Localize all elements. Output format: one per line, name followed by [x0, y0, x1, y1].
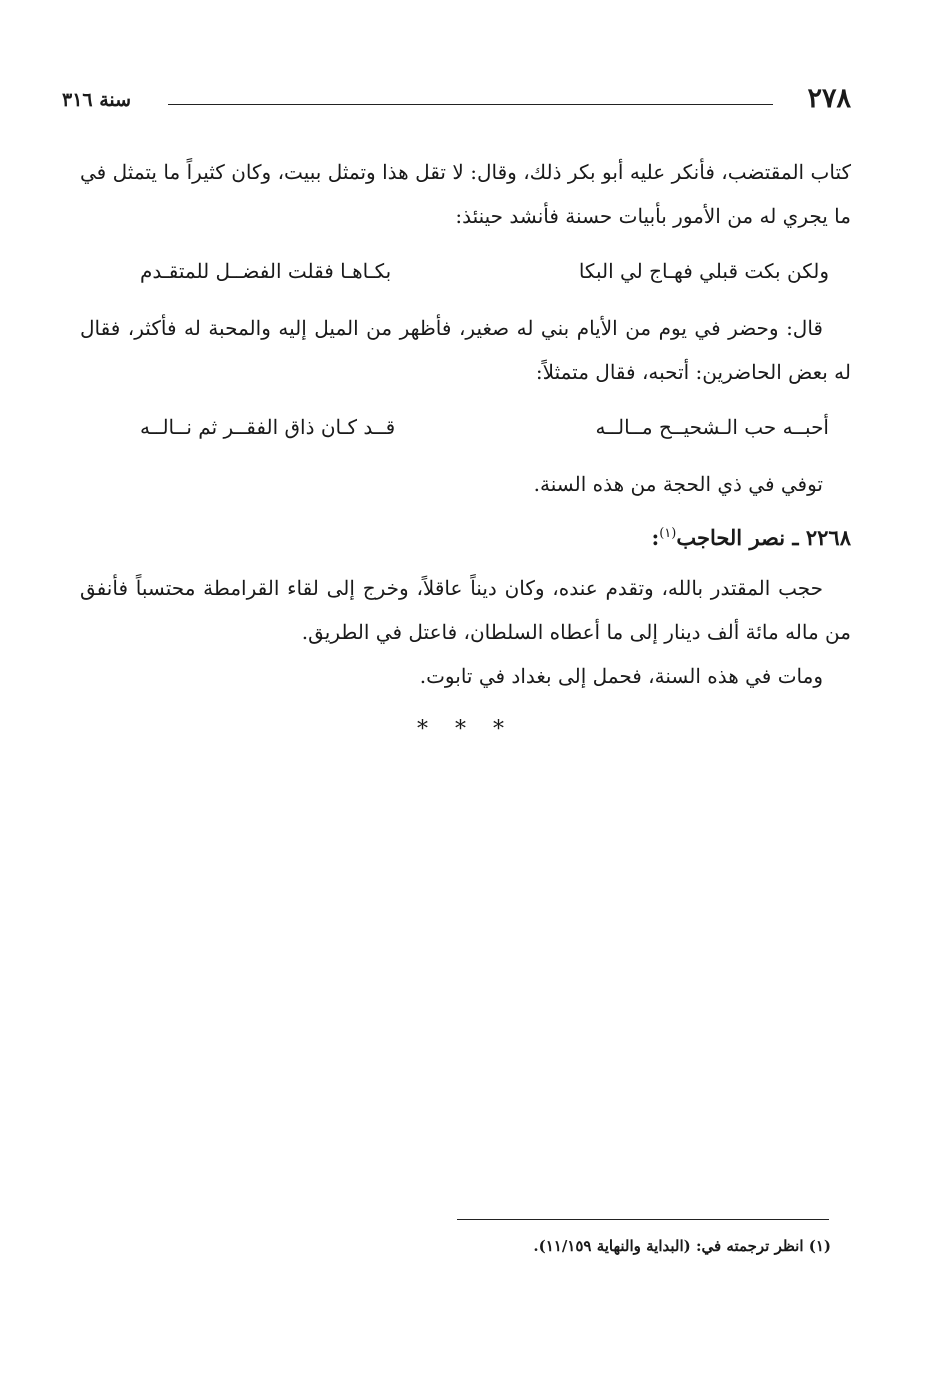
- paragraph-5: ومات في هذه السنة، فحمل إلى بغداد في تابوت.: [419, 664, 823, 688]
- header-rule: [168, 104, 773, 105]
- section-ornament: * * *: [417, 717, 514, 742]
- body-text: [80, 150, 851, 750]
- page-number: ٢٧٨: [807, 83, 851, 114]
- page-header: [62, 82, 851, 116]
- verse-1: [80, 246, 851, 296]
- paragraph-4: حجب المقتدر بالله، وتقدم عنده، وكان ديناً عاقلاً، وخرج إلى لقاء القرامطة محتسباً فأنفق من ماله مائة ألف دينار إلى ما أعطاه السلطان، فاعتل في الطريق.: [80, 576, 851, 644]
- paragraph-1: كتاب المقتضب، فأنكر عليه أبو بكر ذلك، وقال: لا تقل هذا وتمثل ببيت، وكان كثيراً ما يتمثل في ما يجري له من الأمور بأبيات حسنة فأنشد حينئذ:: [80, 160, 851, 228]
- paragraph-3: توفي في ذي الحجة من هذه السنة.: [533, 472, 823, 496]
- verse-2-second-hemistich: قــد كـان ذاق الفقــر ثم نــالــه: [140, 415, 396, 439]
- verse-1-first-hemistich: ولكن بكت قبلي فهـاج لي البكا: [578, 259, 829, 283]
- entry-heading: [80, 512, 851, 560]
- footnote-separator: [457, 1219, 829, 1220]
- paragraph-2: قال: وحضر في يوم من الأيام بني له صغير، فأظهر من الميل إليه والمحبة له فأكثر، فقال له بعض الحاضرين: أتحبه، فقال متمثلاً:: [80, 316, 851, 384]
- verse-1-second-hemistich: بكـاهـا فقلت الفضــل للمتقـدم: [140, 259, 392, 283]
- entry-heading-title: ٢٢٦٨ ـ نصر الحاجب: [676, 525, 851, 550]
- footnote-1: (١) انظر ترجمته في: (البداية والنهاية ١١/١٥٩).: [533, 1237, 831, 1255]
- entry-heading-colon: :: [651, 525, 660, 550]
- verse-2-first-hemistich: أحبــه حب الـشحيــح مــالــه: [595, 415, 829, 439]
- verse-2: [80, 402, 851, 452]
- running-head-year: سنة ٣١٦: [62, 89, 132, 111]
- footnote-marker: (١): [659, 526, 677, 541]
